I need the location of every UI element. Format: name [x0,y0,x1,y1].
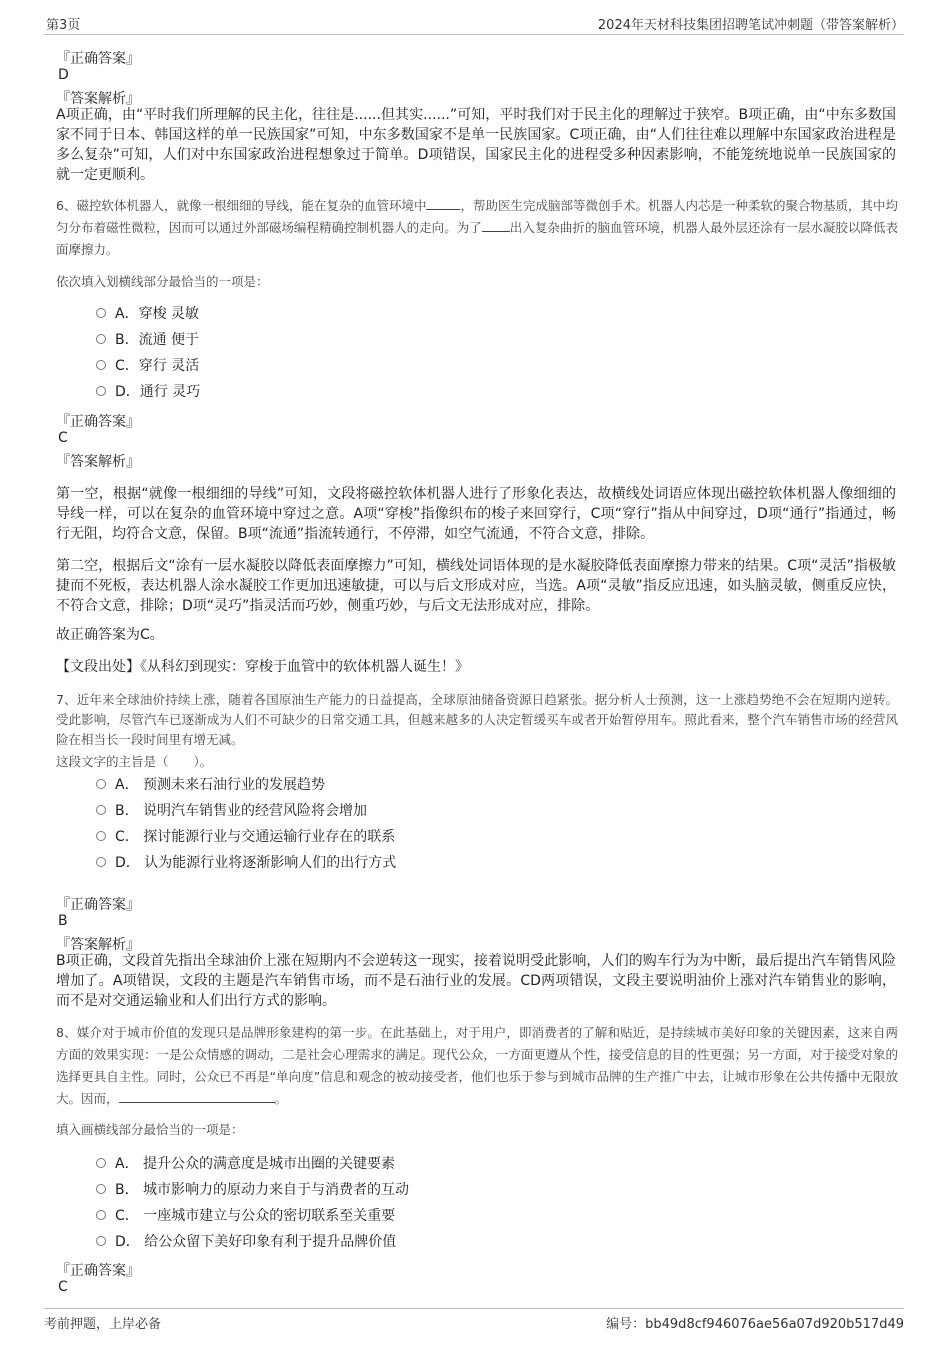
radio-icon[interactable] [96,360,106,370]
footer-slogan: 考前押题，上岸必备 [44,1317,162,1332]
q6-option-b-label: B．流通 便于 [115,332,200,348]
correct-answer-label: 『正确答案』 [56,414,140,430]
correct-answer-value: D [58,67,69,83]
q8-option-d-label: D． 给公众留下美好印象有利于提升品牌价值 [115,1234,397,1250]
q6-option-c-label: C．穿行 灵活 [115,358,200,374]
radio-icon[interactable] [96,1184,106,1194]
correct-answer-label: 『正确答案』 [56,1263,140,1279]
analysis-label: 『答案解析』 [56,937,140,953]
question-8-body: 8、媒介对于城市价值的发现只是品牌形象建构的第一步。在此基础上，对于用户，即消费者的了解和贴近，是持续城市美好印象的关键因素，这来自两方面的效果实现：一是公众情感的调动，二是社会心理需求的满足。现代公众，一方面更遵从个性，接受信息的目的性更强；另一方面，对于接受对象的选择更具自主性。同时，公众已不再是“单向度”信息和观念的被动接受者，他们也乐于参与到城市品牌的生产推广中去，让城市形象在公共传播中无限放大。因而， [56,1025,898,1106]
q7-option-a-label: A． 预测未来石油行业的发展趋势 [115,777,326,793]
radio-icon[interactable] [96,805,106,815]
document-title: 2024年天材科技集团招聘笔试冲刺题（带答案解析） [597,18,904,33]
radio-icon[interactable] [96,831,106,841]
q6-option-a-label: A．穿梭 灵敏 [115,306,200,322]
radio-icon[interactable] [96,1236,106,1246]
radio-icon[interactable] [96,1158,106,1168]
fill-blank [119,1102,275,1103]
page-footer [44,1308,904,1332]
q6-option-b[interactable] [96,330,199,350]
q6-option-d[interactable] [96,382,200,402]
q8-option-b[interactable] [96,1180,409,1200]
q6-option-a[interactable] [96,304,199,324]
page-header [44,14,904,35]
q6-option-c[interactable] [96,356,199,376]
q7-option-c[interactable] [96,827,395,847]
radio-icon[interactable] [96,308,106,318]
analysis-paragraph-2: 第二空，根据后文“涂有一层水凝胶以降低表面摩擦力”可知，横线处词语体现的是水凝胶降低表面摩擦力带来的结果。C项“灵活”指极敏捷而不死板，表达机器人涂水凝胶工作更加迅速敏捷，可以与后文形成对应，当选。A项“灵敏”指反应迅速，如头脑灵敏，侧重反应快，不符合文意，排除；D项“灵巧”指灵活而巧妙，侧重巧妙，与后文无法形成对应，排除。 [56,558,896,614]
question-6-text [56,195,898,261]
fill-blank-2 [482,231,510,232]
q7-option-b[interactable] [96,801,367,821]
q7-option-d[interactable] [96,853,396,873]
source-citation: 【文段出处】《从科幻到现实：穿梭于血管中的软体机器人诞生！》 [56,659,469,675]
radio-icon[interactable] [96,857,106,867]
correct-answer-value: C [58,1279,68,1295]
page-number: 第3页 [46,18,81,33]
question-8-prompt: 填入画横线部分最恰当的一项是： [56,1122,244,1137]
question-6-part1: 6、磁控软体机器人，就像一根细细的导线，能在复杂的血管环境中 [56,198,427,213]
document-id: 编号：bb49d8cf946076ae56a07d920b517d49 [606,1317,904,1332]
analysis-text: A项正确，由“平时我们所理解的民主化，往往是......但其实......”可知，平时我们对于民主化的理解过于狭窄。B项正确，由“中东多数国家不同于日本、韩国这样的单一民族国家”可知，中东多数国家不是单一民族国家。C项正确，由“人们往往难以理解中东国家政治进程是多么复杂”可知，人们对中东国家政治进程想象过于简单。D项错误，国家民主化的进程受多种因素影响，不能笼统地说单一民族国家的就一定更顺利。 [56,107,896,183]
question-7-prompt: 这段文字的主旨是（ ）。 [56,754,213,769]
q7-option-d-label: D． 认为能源行业将逐渐影响人们的出行方式 [115,855,397,871]
correct-answer-value: B [58,913,68,929]
question-8-end: 。 [274,1091,288,1106]
fill-blank-1 [426,209,460,210]
correct-answer-label: 『正确答案』 [56,897,140,913]
q8-option-d[interactable] [96,1232,396,1252]
radio-icon[interactable] [96,1210,106,1220]
question-7-text: 7、近年来全球油价持续上涨，随着各国原油生产能力的日益提高，全球原油储备资源日趋紧张。据分析人士预测，这一上涨趋势绝不会在短期内逆转。受此影响，尽管汽车已逐渐成为人们不可缺少的日常交通工具，但越来越多的人决定暂缓买车或者开始暂停用车。照此看来，整个汽车销售市场的经营风险在相当长一段时间里有增无减。 [56,692,898,747]
analysis-paragraph-1: 第一空，根据“就像一根细细的导线”可知，文段将磁控软体机器人进行了形象化表达，故横线处词语应体现出磁控软体机器人像细细的导线一样，可以在复杂的血管环境中穿过之意。A项“穿梭”指像织布的梭子来回穿行，C项“穿行”指从中间穿过，D项“通行”指通过，畅行无阻，均符合文意，保留。B项“流通”指流转通行，不停滞，如空气流通，不符合文意，排除。 [56,486,896,542]
q8-option-c-label: C． 一座城市建立与公众的密切联系至关重要 [115,1208,396,1224]
q6-option-d-label: D．通行 灵巧 [115,384,201,400]
analysis-conclusion: 故正确答案为C。 [56,627,164,643]
analysis-label: 『答案解析』 [56,454,140,470]
question-8-text [56,1022,898,1110]
q8-option-a-label: A． 提升公众的满意度是城市出圈的关键要素 [115,1156,396,1172]
q7-option-b-label: B． 说明汽车销售业的经营风险将会增加 [115,803,368,819]
question-6-prompt: 依次填入划横线部分最恰当的一项是： [56,274,269,289]
correct-answer-value: C [58,430,68,446]
question-6-part2: ，帮助医生完成脑部等微创手术。机器人内芯是一种柔软的聚合物基质，其中均匀分布着磁性微粒，因而可以通过外部磁场编程精确控制机器人的走向。为了 [56,198,898,235]
analysis-text: B项正确，文段首先指出全球油价上涨在短期内不会逆转这一现实，接着说明受此影响，人们的购车行为为中断，最后提出汽车销售风险增加了。A项错误，文段的主题是汽车销售市场，而不是石油行业的发展。CD两项错误，文段主要说明油价上涨对汽车销售业的影响，而不是对交通运输业和人们出行方式的影响。 [56,953,896,1009]
correct-answer-label: 『正确答案』 [56,51,140,67]
q8-option-c[interactable] [96,1206,395,1226]
q7-option-a[interactable] [96,775,325,795]
q7-option-c-label: C． 探讨能源行业与交通运输行业存在的联系 [115,829,396,845]
question-6-part3: 出入复杂曲折的脑血管环境，机器人最外层还涂有一层水凝胶以降低表面摩擦力。 [56,220,898,257]
analysis-label: 『答案解析』 [56,91,140,107]
q8-option-b-label: B． 城市影响力的原动力来自于与消费者的互动 [115,1182,410,1198]
radio-icon[interactable] [96,386,106,396]
radio-icon[interactable] [96,334,106,344]
q8-option-a[interactable] [96,1154,395,1174]
radio-icon[interactable] [96,779,106,789]
